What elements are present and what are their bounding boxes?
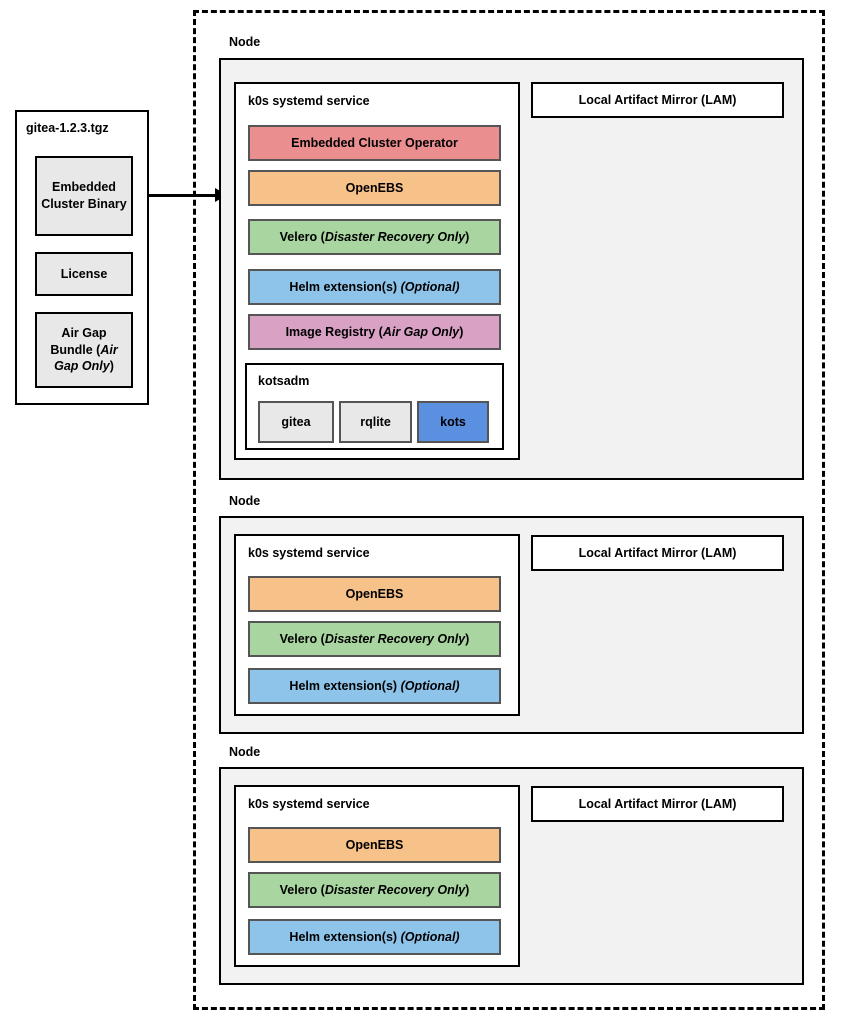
component-label: Helm extension(s) (Optional) xyxy=(289,930,460,944)
local-artifact-mirror-label: Local Artifact Mirror (LAM) xyxy=(578,797,737,811)
local-artifact-mirror-label: Local Artifact Mirror (LAM) xyxy=(578,546,737,560)
component-label: Embedded Cluster Operator xyxy=(291,136,458,150)
package-item-label: Air Gap Bundle (Air Gap Only) xyxy=(50,325,118,374)
component-velero-2 xyxy=(248,621,501,657)
k0s-systemd-service-title-1: k0s systemd service xyxy=(248,94,370,108)
component-velero-3 xyxy=(248,872,501,908)
component-openebs-2 xyxy=(248,576,501,612)
local-artifact-mirror-box-1 xyxy=(531,82,784,118)
kotsadm-box xyxy=(245,363,504,450)
node-label-1: Node xyxy=(229,35,261,49)
component-label: OpenEBS xyxy=(345,838,404,852)
kotsadm-item-label: kots xyxy=(440,415,466,429)
package-item-air-gap-bundle xyxy=(35,312,133,388)
component-helm-extensions-3 xyxy=(248,919,501,955)
local-artifact-mirror-box-3 xyxy=(531,786,784,822)
node-label-2: Node xyxy=(229,494,261,508)
component-embedded-cluster-operator xyxy=(248,125,501,161)
local-artifact-mirror-box-2 xyxy=(531,535,784,571)
component-label: Helm extension(s) (Optional) xyxy=(289,679,460,693)
component-image-registry xyxy=(248,314,501,350)
component-label: Velero (Disaster Recovery Only) xyxy=(279,632,470,646)
node-label-3: Node xyxy=(229,745,261,759)
component-label: OpenEBS xyxy=(345,181,404,195)
local-artifact-mirror-label: Local Artifact Mirror (LAM) xyxy=(578,93,737,107)
package-item-embedded-cluster-binary xyxy=(35,156,133,236)
component-label: Velero (Disaster Recovery Only) xyxy=(279,230,470,244)
component-openebs-3 xyxy=(248,827,501,863)
kotsadm-item-label: rqlite xyxy=(360,415,391,429)
component-velero-1 xyxy=(248,219,501,255)
package-item-label: Embedded Cluster Binary xyxy=(41,180,127,211)
package-title: gitea-1.2.3.tgz xyxy=(26,121,109,135)
k0s-systemd-service-title-2: k0s systemd service xyxy=(248,546,370,560)
component-label: OpenEBS xyxy=(345,587,404,601)
component-label: Helm extension(s) (Optional) xyxy=(289,280,460,294)
component-helm-extensions-1 xyxy=(248,269,501,305)
kotsadm-item-rqlite xyxy=(339,401,412,443)
kotsadm-item-gitea xyxy=(258,401,334,443)
component-helm-extensions-2 xyxy=(248,668,501,704)
component-openebs-1 xyxy=(248,170,501,206)
k0s-systemd-service-title-3: k0s systemd service xyxy=(248,797,370,811)
component-label: Image Registry (Air Gap Only) xyxy=(285,325,464,339)
kotsadm-title: kotsadm xyxy=(258,374,310,388)
package-item-label: License xyxy=(60,266,108,281)
kotsadm-item-kots xyxy=(417,401,489,443)
package-box xyxy=(15,110,149,405)
kotsadm-item-label: gitea xyxy=(281,415,311,429)
component-label: Velero (Disaster Recovery Only) xyxy=(279,883,470,897)
package-item-license xyxy=(35,252,133,296)
